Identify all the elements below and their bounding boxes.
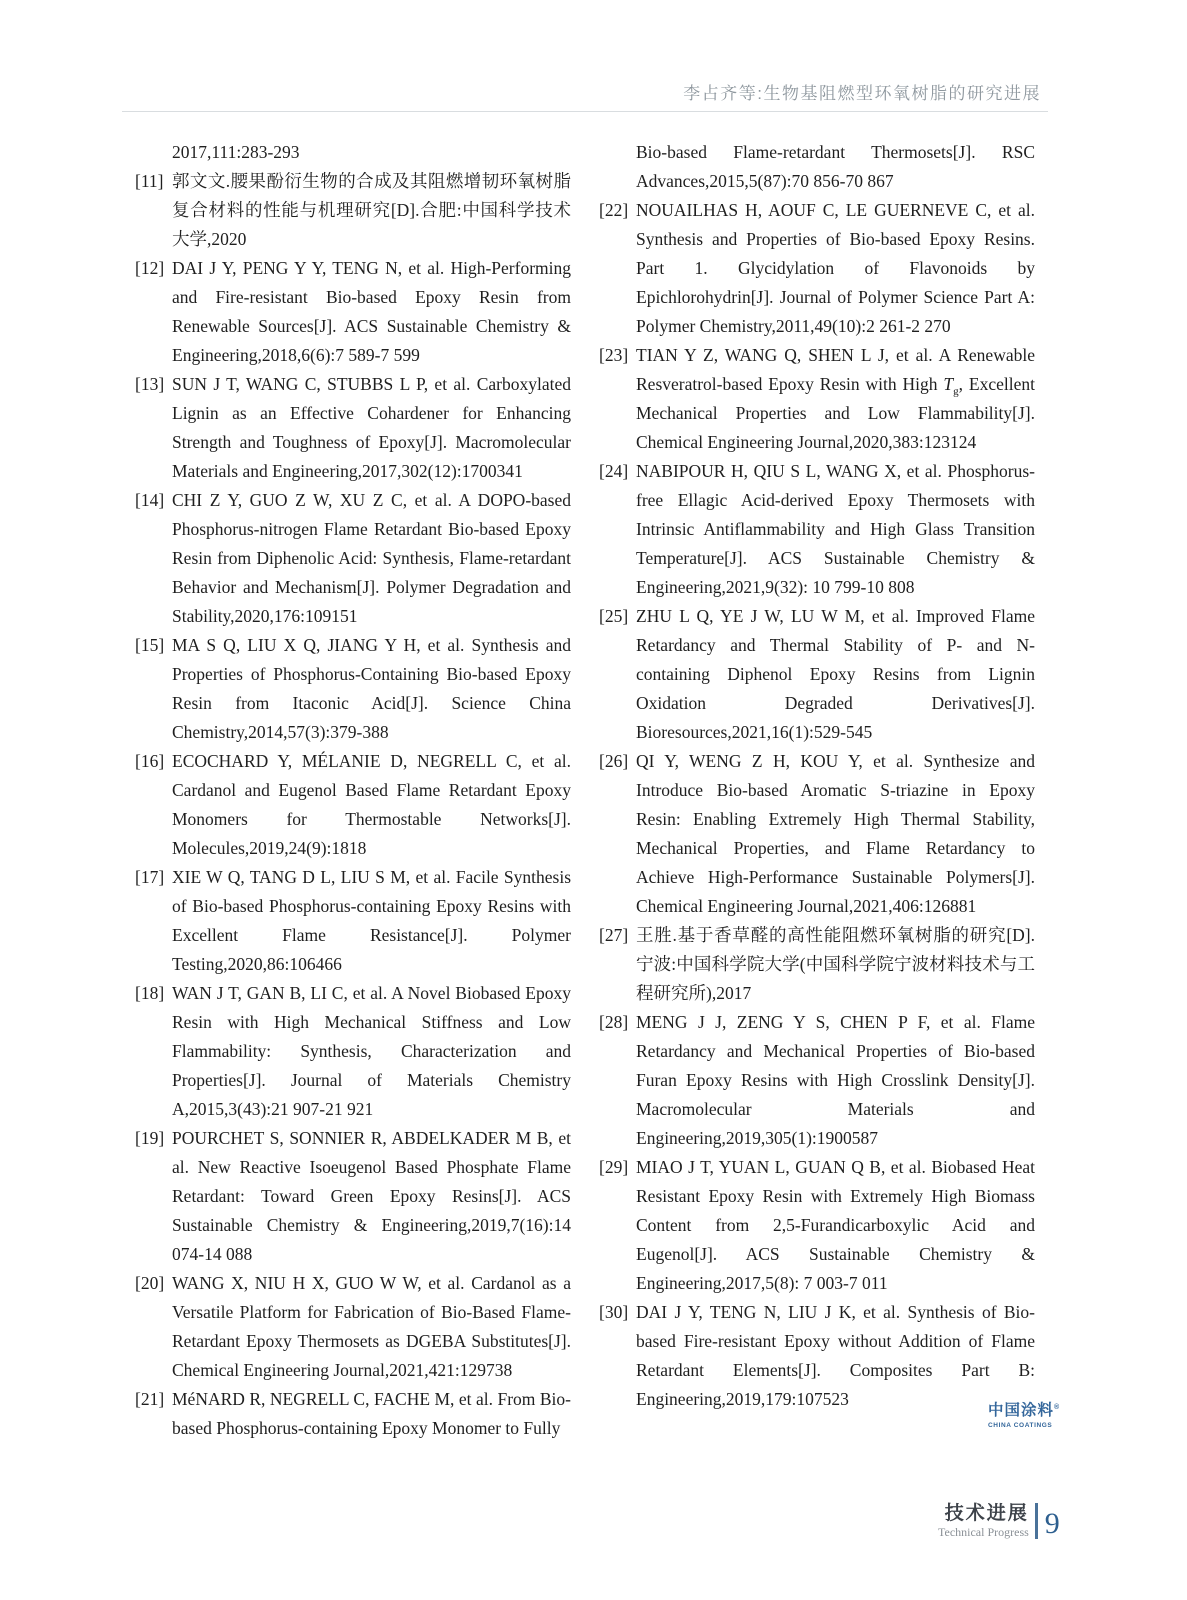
reference-text: WANG X, NIU H X, GUO W W, et al. Cardanol as a Versatile Platform for Fabrication of Bio-Based Flame-Retardant Epoxy Thermosets as DGEBA Substitutes[J]. Chemical Engineering Journal,2021,421:129738 [172,1273,571,1380]
reference-text: ECOCHARD Y, MÉLANIE D, NEGRELL C, et al. Cardanol and Eugenol Based Flame Retardant Epoxy Monomers for Thermostable Networks[J]. Molecules,2019,24(9):1818 [172,751,571,858]
reference-text: QI Y, WENG Z H, KOU Y, et al. Synthesize and Introduce Bio-based Aromatic S-triazine in Epoxy Resin: Enabling Extremely High Thermal Stability, Mechanical Properties, and Flame Retardancy to Achieve High-Performance Sustainable Polymers[J]. Chemical Engineering Journal,2021,406:126881 [636,751,1035,916]
reference-number [135,138,172,167]
reference-text: SUN J T, WANG C, STUBBS L P, et al. Carboxylated Lignin as an Effective Cohardener for Enhancing Strength and Toughness of Epoxy[J]. Macromolecular Materials and Engineering,2017,302(12):1700341 [172,374,571,481]
reference-text: NABIPOUR H, QIU S L, WANG X, et al. Phosphorus-free Ellagic Acid-derived Epoxy Thermosets with Intrinsic Antiflammability and High Glass Transition Temperature[J]. ACS Sustainable Chemistry & Engineering,2021,9(32): 10 799-10 808 [636,461,1035,597]
reference-number: [30] [599,1302,629,1322]
reference-entry [135,747,571,863]
reference-number: [23] [599,345,629,365]
logo-chinese-text [988,1398,1060,1420]
references-column-right [599,138,1035,1443]
reference-text: 王胜.基于香草醛的高性能阻燃环氧树脂的研究[D].宁波:中国科学院大学(中国科学院宁波材料技术与工程研究所),2017 [636,925,1035,1003]
reference-number: [26] [599,751,629,771]
reference-continuation [599,138,1035,196]
reference-text: MA S Q, LIU X Q, JIANG Y H, et al. Synthesis and Properties of Phosphorus-Containing Bio-based Epoxy Resin from Itaconic Acid[J]. Science China Chemistry,2014,57(3):379-388 [172,635,571,742]
reference-text: MENG J J, ZENG Y S, CHEN P F, et al. Flame Retardancy and Mechanical Properties of Bio-based Furan Epoxy Resins with High Crosslink Density[J]. Macromolecular Materials and Engineering,2019,305(1):1900587 [636,1012,1035,1148]
reference-entry [135,254,571,370]
reference-entry [599,921,1035,1008]
reference-text: CHI Z Y, GUO Z W, XU Z C, et al. A DOPO-based Phosphorus-nitrogen Flame Retardant Bio-based Epoxy Resin from Diphenolic Acid: Synthesis, Flame-retardant Behavior and Mechanism[J]. Polymer Degradation and Stability,2020,176:109151 [172,490,571,626]
reference-entry [135,631,571,747]
page-footer [938,1503,1060,1539]
reference-continuation [135,138,571,167]
reference-number [599,138,636,196]
running-header-title: 李占齐等:生物基阻燃型环氧树脂的研究进展 [683,84,1041,103]
reference-text: 2017,111:283-293 [172,142,300,162]
reference-number: [24] [599,461,629,481]
reference-text: Bio-based Flame-retardant Thermosets[J]. RSC Advances,2015,5(87):70 856-70 867 [636,142,1035,191]
reference-entry [135,1385,571,1443]
logo-cn-label: 中国涂料 [988,1402,1055,1419]
reference-number: [22] [599,200,629,220]
footer-divider-bar [1035,1503,1038,1539]
reference-text: POURCHET S, SONNIER R, ABDELKADER M B, et al. New Reactive Isoeugenol Based Phosphate Flame Retardant: Toward Green Epoxy Resins[J]. ACS Sustainable Chemistry & Engineering,2019,7(16):14 074-14 088 [172,1128,571,1264]
reference-number: [17] [135,867,165,887]
section-label-chinese: 技术进展 [944,1503,1029,1524]
header-divider-rule [122,111,1048,112]
reference-text: WAN J T, GAN B, LI C, et al. A Novel Biobased Epoxy Resin with High Mechanical Stiffness and Low Flammability: Synthesis, Characterization and Properties[J]. Journal of Materials Chemistry A,2015,3(43):21 907-21 921 [172,983,571,1119]
registered-mark-icon: ® [1054,1403,1060,1411]
reference-number: [27] [599,925,629,945]
reference-text: MéNARD R, NEGRELL C, FACHE M, et al. From Bio-based Phosphorus-containing Epoxy Monomer to Fully [172,1389,571,1438]
reference-number: [19] [135,1128,165,1148]
reference-entry [599,747,1035,921]
reference-number: [18] [135,983,165,1003]
reference-entry [599,1153,1035,1298]
reference-number: [15] [135,635,165,655]
reference-number: [13] [135,374,165,394]
page-number: 9 [1044,1507,1060,1540]
reference-text: NOUAILHAS H, AOUF C, LE GUERNEVE C, et al. Synthesis and Properties of Bio-based Epoxy Resins. Part 1. Glycidylation of Flavonoids by Epichlorohydrin[J]. Journal of Polymer Science Part A: Polymer Chemistry,2011,49(10):2 261-2 270 [636,200,1035,336]
reference-entry [599,1298,1035,1414]
reference-text: MIAO J T, YUAN L, GUAN Q B, et al. Biobased Heat Resistant Epoxy Resin with Extremely High Biomass Content from 2,5-Furandicarboxylic Acid and Eugenol[J]. ACS Sustainable Chemistry & Engineering,2017,5(8): 7 003-7 011 [636,1157,1035,1293]
reference-number: [12] [135,258,165,278]
reference-number: [14] [135,490,165,510]
reference-entry [599,1008,1035,1153]
reference-entry [599,602,1035,747]
reference-entry [135,863,571,979]
reference-entry [599,341,1035,457]
reference-entry [135,979,571,1124]
reference-number: [29] [599,1157,629,1177]
reference-entry [599,457,1035,602]
reference-number: [16] [135,751,165,771]
reference-text: DAI J Y, TENG N, LIU J K, et al. Synthesis of Bio-based Fire-resistant Epoxy without Addition of Flame Retardant Elements[J]. Composites Part B: Engineering,2019,179:107523 [636,1302,1035,1409]
footer-section-labels [938,1503,1029,1539]
reference-entry [135,167,571,254]
reference-number: [28] [599,1012,629,1032]
reference-number: [25] [599,606,629,626]
china-coatings-logo [988,1398,1060,1429]
reference-entry [135,1124,571,1269]
reference-entry [135,1269,571,1385]
reference-text: DAI J Y, PENG Y Y, TENG N, et al. High-Performing and Fire-resistant Bio-based Epoxy Resin from Renewable Sources[J]. ACS Sustainable Chemistry & Engineering,2018,6(6):7 589-7 599 [172,258,571,365]
references-column-left [135,138,571,1443]
reference-number: [20] [135,1273,165,1293]
reference-entry [135,370,571,486]
reference-text: 郭文文.腰果酚衍生物的合成及其阻燃增韧环氧树脂复合材料的性能与机理研究[D].合肥:中国科学技术大学,2020 [172,171,571,249]
reference-text: ZHU L Q, YE J W, LU W M, et al. Improved Flame Retardancy and Thermal Stability of P- and N-containing Diphenol Epoxy Resins from Lignin Oxidation Degraded Derivatives[J]. Bioresources,2021,16(1):529-545 [636,606,1035,742]
references-section [135,138,1036,1443]
reference-number: [11] [135,171,164,191]
reference-text: XIE W Q, TANG D L, LIU S M, et al. Facile Synthesis of Bio-based Phosphorus-containing Epoxy Resins with Excellent Flame Resistance[J]. Polymer Testing,2020,86:106466 [172,867,571,974]
section-label-english: Technical Progress [938,1525,1029,1539]
reference-number: [21] [135,1389,165,1409]
reference-entry [135,486,571,631]
reference-text: TIAN Y Z, WANG Q, SHEN L J, et al. A Renewable Resveratrol-based Epoxy Resin with High $T_g$, Excellent Mechanical Properties and Low Flammability[J]. Chemical Engineering Journal,2020,383:123124 [636,345,1035,452]
logo-english-text: CHINA COATINGS [988,1422,1053,1429]
reference-entry [599,196,1035,341]
